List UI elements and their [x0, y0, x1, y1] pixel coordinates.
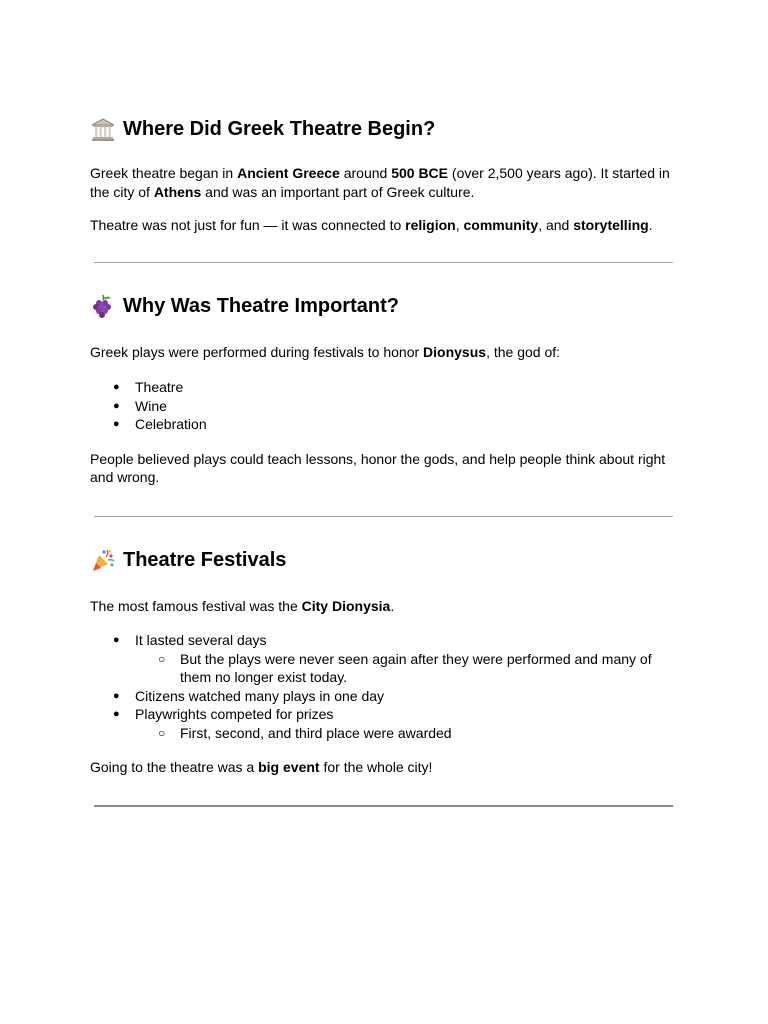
section-title: Why Was Theatre Important? [123, 294, 399, 317]
list-item: ● Theatre [113, 379, 184, 395]
section-heading-importance [90, 290, 680, 322]
section-heading-origin [90, 113, 680, 145]
section-title: Theatre Festivals [123, 548, 287, 571]
sub-bullet-icon: ○ [158, 651, 166, 666]
paragraph-city-dionysia: The most famous festival was the City Dionysia. [90, 597, 395, 614]
bullet-icon: ● [113, 634, 120, 646]
classical-building-icon [90, 116, 116, 142]
list-item: ● Celebration [113, 416, 207, 432]
bullet-icon: ● [113, 381, 120, 393]
list-god-of [90, 378, 680, 434]
bullet-icon: ● [113, 708, 120, 720]
bullet-icon: ● [113, 689, 120, 702]
paragraph-origin: Greek theatre began in Ancient Greece around 500 BCE (over 2,500 years ago). It started in the city of Athens and was an important part of Greek culture. [90, 165, 670, 200]
paragraph-lessons: People believed plays could teach lessons, honor the gods, and help people think about right and wrong. [90, 450, 666, 485]
list-item: ○ First, second, and third place were awarded [158, 724, 452, 741]
list-item: ● Playwrights competed for prizes ○ First, second, and third place were awarded [90, 705, 680, 742]
bullet-icon: ● [113, 418, 120, 430]
grapes-icon [90, 293, 116, 319]
bullet-icon: ● [113, 399, 120, 412]
document-page [90, 113, 680, 807]
list-item: ● It lasted several days ○ But the plays were never seen again after they were performed and many of them no longer exist today. [90, 631, 680, 687]
paragraph-festivals: Greek plays were performed during festivals to honor Dionysus, the god of: [90, 343, 561, 360]
sub-list [135, 724, 680, 743]
section-heading-festivals [90, 544, 680, 576]
horizontal-divider [94, 805, 673, 807]
list-item: ● Citizens watched many plays in one day [113, 687, 385, 704]
sub-list [135, 650, 680, 687]
paragraph-big-event: Going to the theatre was a big event for the whole city! [90, 759, 433, 775]
list-item: ○ But the plays were never seen again after they were performed and many of them no longer exist today. [158, 650, 652, 685]
list-festival-facts [90, 631, 680, 742]
sub-bullet-icon: ○ [158, 725, 166, 740]
paragraph-purpose: Theatre was not just for fun — it was connected to religion, community, and storytelling. [90, 217, 653, 233]
party-popper-icon [90, 547, 116, 573]
list-item: ● Wine [113, 397, 167, 414]
section-title: Where Did Greek Theatre Begin? [123, 118, 436, 140]
